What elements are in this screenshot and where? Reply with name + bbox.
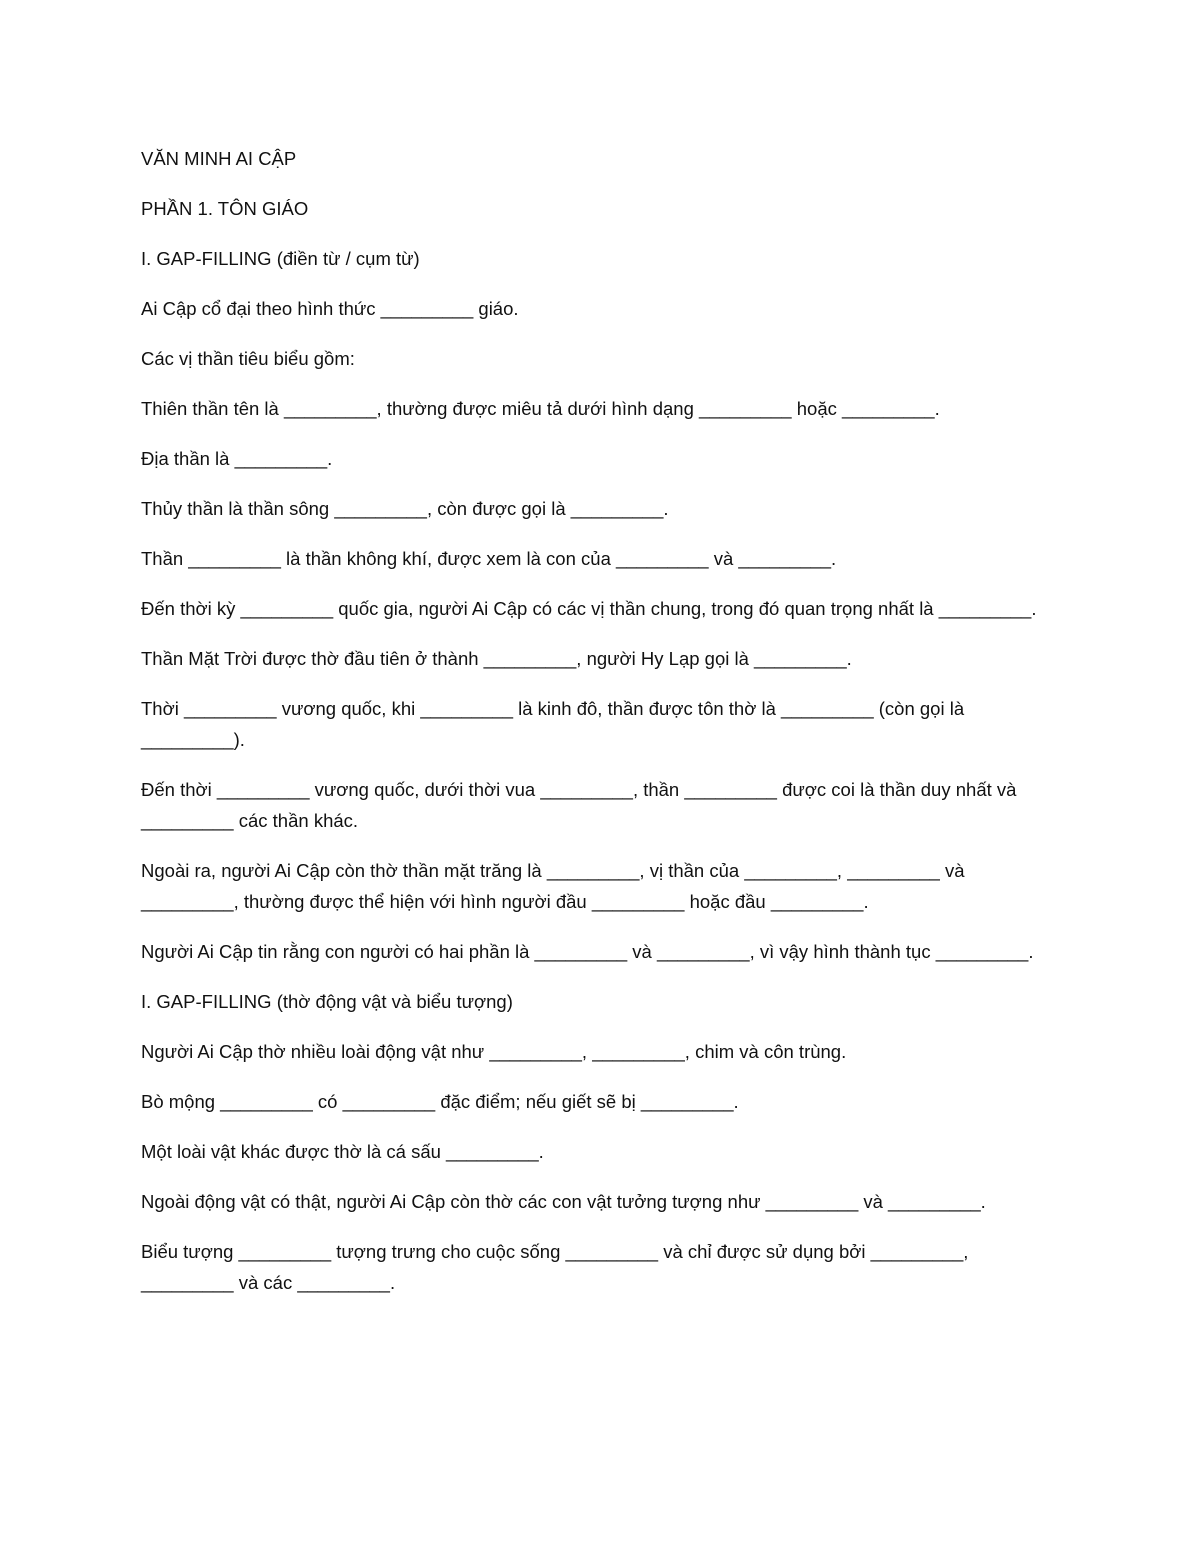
exercise-item: Các vị thần tiêu biểu gồm: <box>141 348 355 369</box>
exercise-item: Ngoài động vật có thật, người Ai Cập còn thờ các con vật tưởng tượng như _________ và _________. <box>141 1191 986 1212</box>
exercise-item: Biểu tượng _________ tượng trưng cho cuộc sống _________ và chỉ được sử dụng bởi _________, _________ và các _________. <box>141 1241 969 1293</box>
exercise-item: Thần Mặt Trời được thờ đầu tiên ở thành _________, người Hy Lạp gọi là _________. <box>141 648 852 669</box>
exercise-item: Thần _________ là thần không khí, được xem là con của _________ và _________. <box>141 548 837 569</box>
section-heading-animal-worship: I. GAP-FILLING (thờ động vật và biểu tượng) <box>141 991 513 1012</box>
document-body <box>141 143 1061 1317</box>
exercise-item: Đến thời _________ vương quốc, dưới thời vua _________, thần _________ được coi là thần duy nhất và _________ các thần khác. <box>141 779 1017 831</box>
exercise-item: Bò mộng _________ có _________ đặc điểm; nếu giết sẽ bị _________. <box>141 1091 739 1112</box>
section-heading-gap-filling: I. GAP-FILLING (điền từ / cụm từ) <box>141 248 420 269</box>
exercise-item: Ai Cập cổ đại theo hình thức _________ giáo. <box>141 298 519 319</box>
document-title: VĂN MINH AI CẬP <box>141 148 297 169</box>
exercise-item: Người Ai Cập tin rằng con người có hai phần là _________ và _________, vì vậy hình thành tục _________. <box>141 941 1034 962</box>
exercise-item: Thủy thần là thần sông _________, còn được gọi là _________. <box>141 498 669 519</box>
exercise-item: Người Ai Cập thờ nhiều loài động vật như _________, _________, chim và côn trùng. <box>141 1041 847 1062</box>
exercise-item: Địa thần là _________. <box>141 448 333 469</box>
exercise-item: Ngoài ra, người Ai Cập còn thờ thần mặt trăng là _________, vị thần của _________, _________ và _________, thường được thể hiện với hình người đầu _________ hoặc đầu _________. <box>141 860 965 912</box>
exercise-item: Đến thời kỳ _________ quốc gia, người Ai Cập có các vị thần chung, trong đó quan trọng nhất là _________. <box>141 598 1037 619</box>
exercise-item: Thiên thần tên là _________, thường được miêu tả dưới hình dạng _________ hoặc _________. <box>141 398 940 419</box>
exercise-item: Một loài vật khác được thờ là cá sấu _________. <box>141 1141 544 1162</box>
exercise-item: Thời _________ vương quốc, khi _________ là kinh đô, thần được tôn thờ là _________ (còn gọi là _________). <box>141 698 965 750</box>
part-heading: PHẦN 1. TÔN GIÁO <box>141 198 309 219</box>
